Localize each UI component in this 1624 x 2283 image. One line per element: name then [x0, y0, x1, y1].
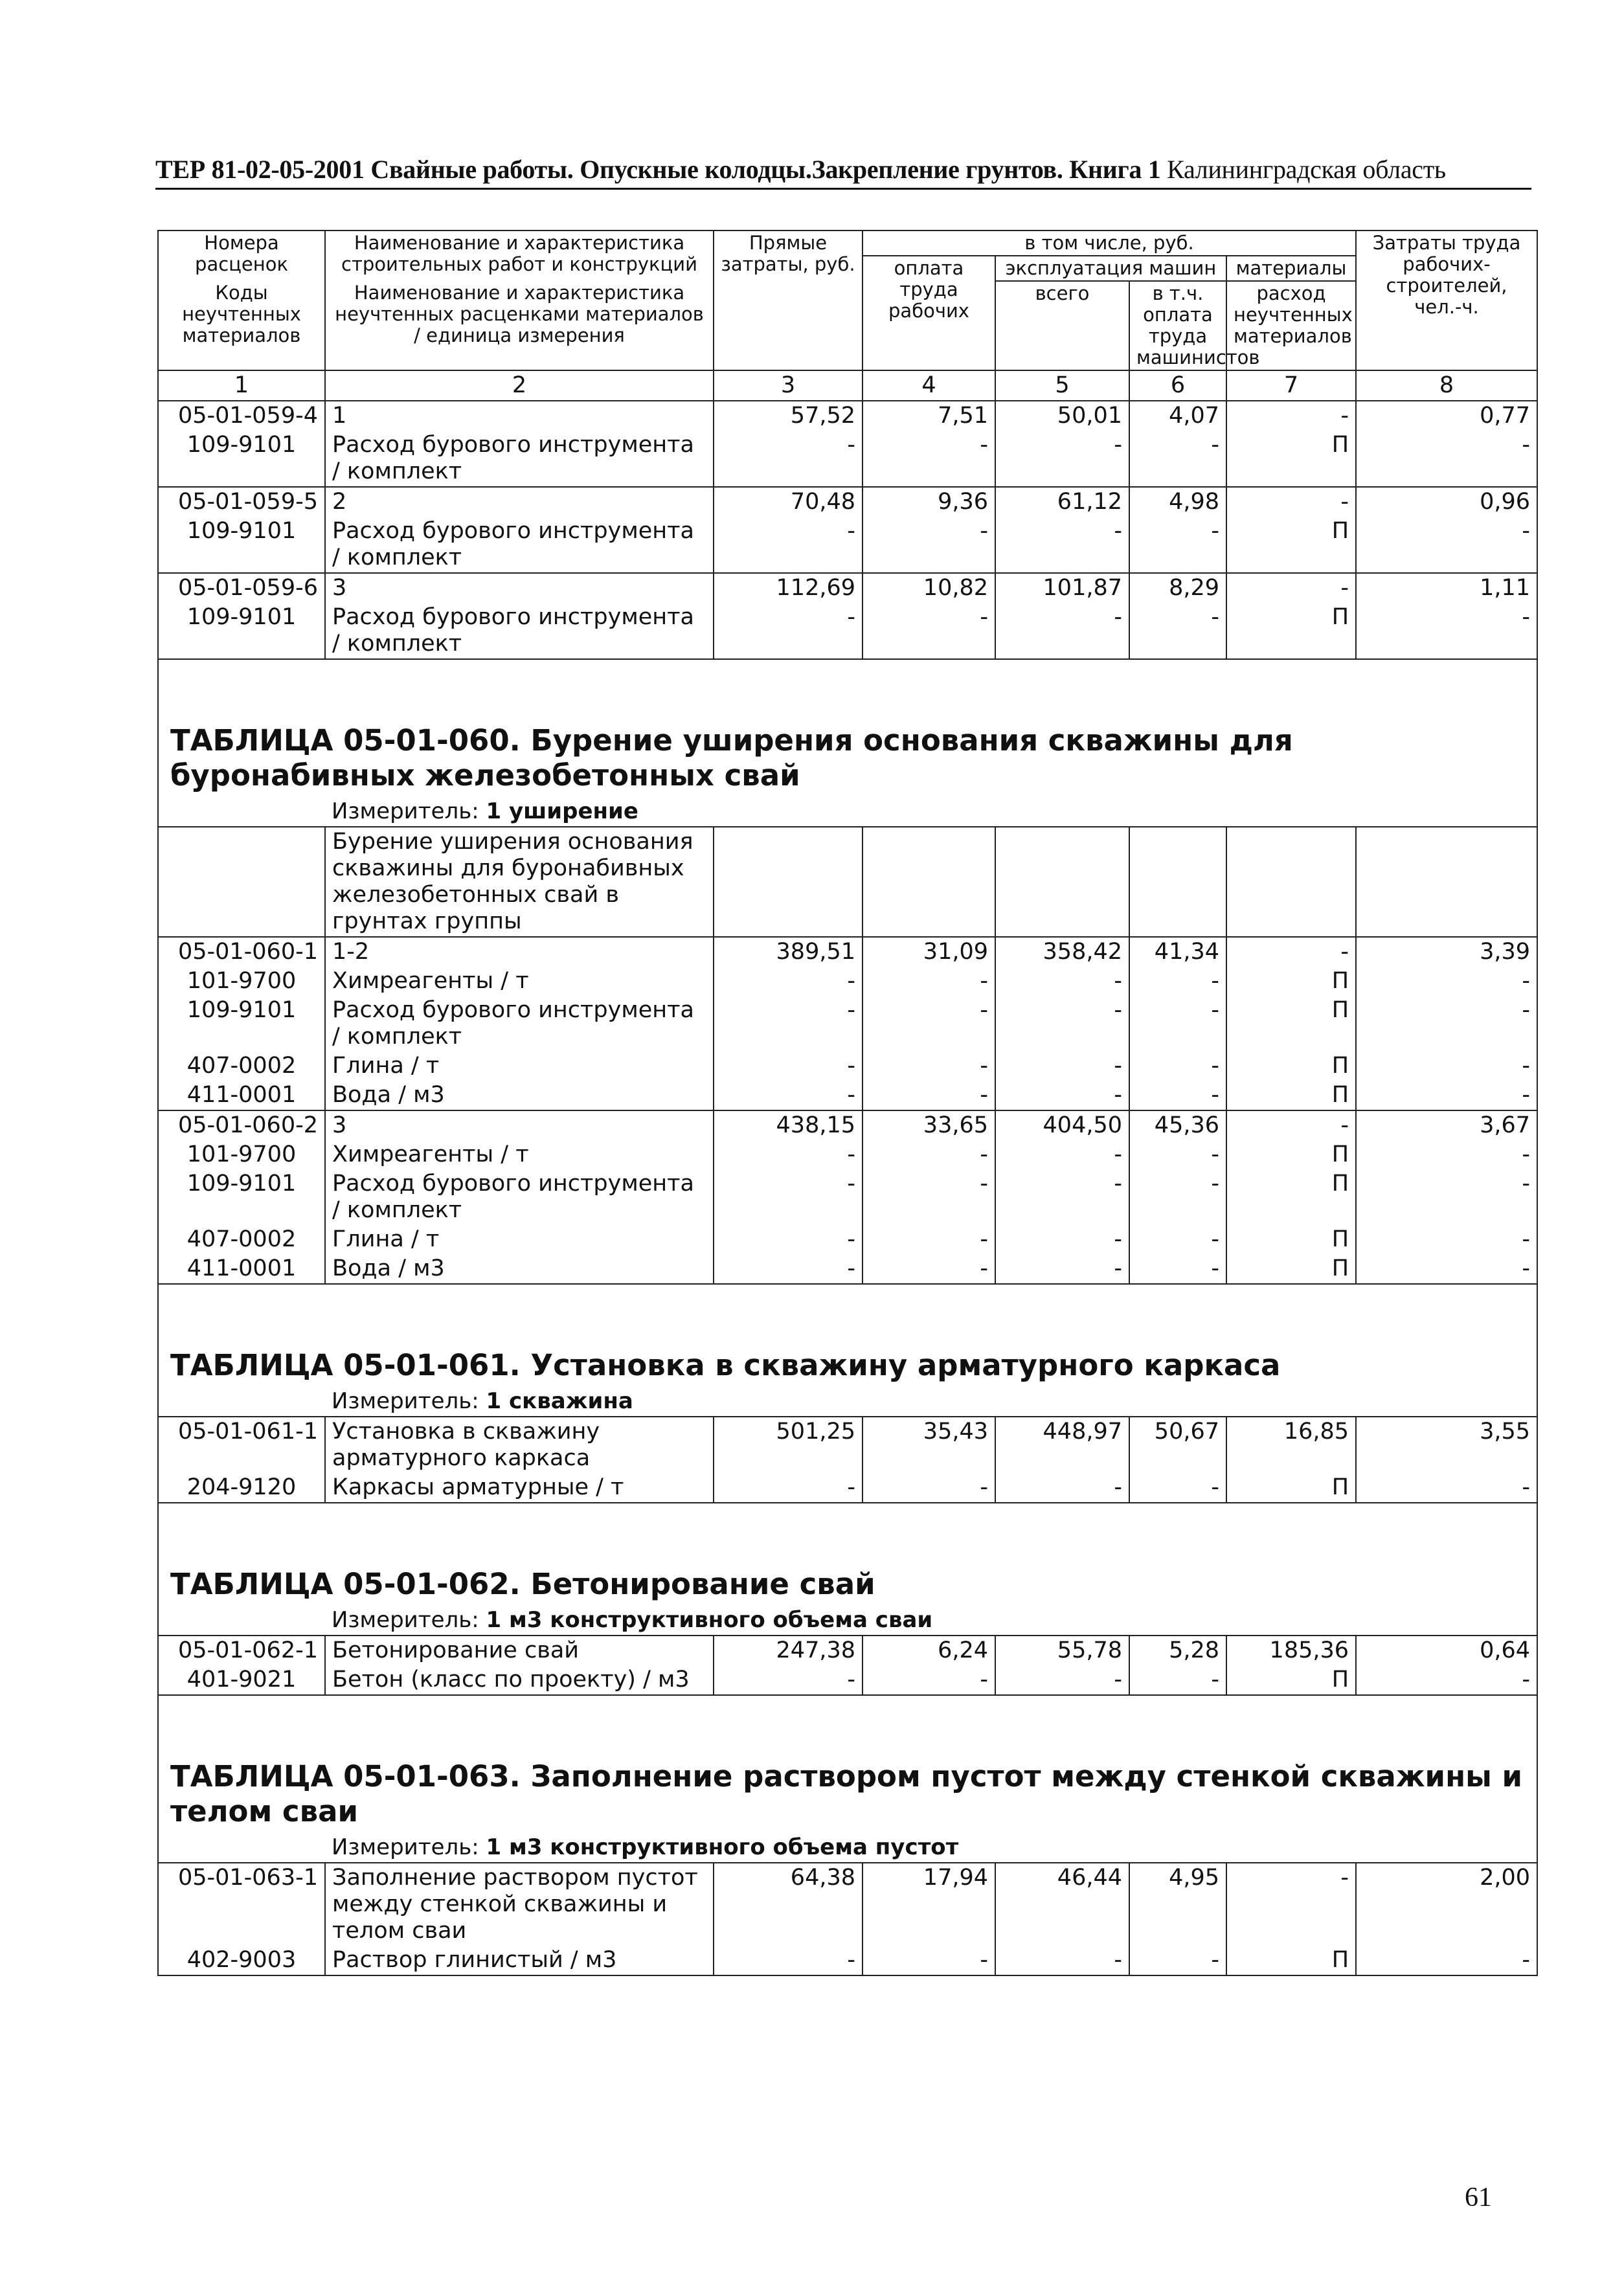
machine-labor-cell: -	[1129, 1473, 1226, 1503]
rate-name: Установка в скважину арматурного каркаса	[325, 1417, 714, 1473]
material-row	[158, 603, 1537, 659]
material-row	[158, 431, 1537, 487]
meter-row	[158, 1606, 1537, 1636]
direct-costs-cell: -	[714, 1946, 863, 1975]
material-name: Химреагенты / т	[325, 967, 714, 996]
rate-name: 2	[325, 487, 714, 517]
table-title-row	[158, 1284, 1537, 1387]
table-title: ТАБЛИЦА 05-01-060. Бурение уширения основания скважины для буронабивных железобетонных свай	[158, 659, 1537, 797]
labor-pay-cell: 31,09	[863, 937, 995, 967]
direct-costs-cell: 389,51	[714, 937, 863, 967]
intro-empty-cell	[1129, 827, 1226, 937]
rate-code: 05-01-063-1	[158, 1863, 325, 1946]
labor-costs-cell: -	[1356, 1254, 1537, 1284]
labor-costs-cell: 0,77	[1356, 401, 1537, 431]
labor-pay-cell: 9,36	[863, 487, 995, 517]
col-machine-total: всего	[995, 281, 1129, 370]
direct-costs-cell: 112,69	[714, 573, 863, 603]
header-title: ТЕР 81-02-05-2001 Свайные работы. Опускные колодцы.Закрепление грунтов. Книга 1	[155, 155, 1161, 184]
meter-value: 1 м3 конструктивного объема пустот	[486, 1834, 959, 1860]
material-row	[158, 1052, 1537, 1081]
machine-total-cell: -	[995, 431, 1129, 487]
direct-costs-cell: -	[714, 1140, 863, 1169]
material-code: 407-0002	[158, 1052, 325, 1081]
direct-costs-cell: 64,38	[714, 1863, 863, 1946]
machine-total-cell: 46,44	[995, 1863, 1129, 1946]
materials-cell: П	[1226, 1254, 1356, 1284]
direct-costs-cell: 70,48	[714, 487, 863, 517]
rate-code: 05-01-059-5	[158, 487, 325, 517]
column-number: 8	[1356, 370, 1537, 401]
machine-total-cell: -	[995, 1473, 1129, 1503]
labor-pay-cell: -	[863, 1473, 995, 1503]
materials-cell: 16,85	[1226, 1417, 1356, 1473]
meter-label: Измеритель:	[332, 1607, 486, 1633]
materials-cell: П	[1226, 431, 1356, 487]
rate-code: 05-01-061-1	[158, 1417, 325, 1473]
materials-cell: П	[1226, 967, 1356, 996]
col-including: в том числе, руб.	[863, 231, 1356, 256]
material-name: Расход бурового инструмента / комплект	[325, 431, 714, 487]
machine-labor-cell: 41,34	[1129, 937, 1226, 967]
col-rate-numbers: Номера расценок	[158, 231, 325, 281]
material-name: Каркасы арматурные / т	[325, 1473, 714, 1503]
intro-empty-cell	[995, 827, 1129, 937]
meter-cell	[325, 1606, 1537, 1636]
labor-pay-cell: 35,43	[863, 1417, 995, 1473]
col-labor-costs: Затраты труда рабочих-строителей, чел.-ч.	[1356, 231, 1537, 370]
material-row	[158, 967, 1537, 996]
labor-costs-cell: -	[1356, 603, 1537, 659]
material-row	[158, 1665, 1537, 1695]
material-code: 411-0001	[158, 1254, 325, 1284]
material-code: 109-9101	[158, 431, 325, 487]
rate-row	[158, 1110, 1537, 1140]
direct-costs-cell: -	[714, 1052, 863, 1081]
labor-pay-cell: -	[863, 517, 995, 573]
material-code: 109-9101	[158, 996, 325, 1052]
labor-pay-cell: 33,65	[863, 1110, 995, 1140]
machine-total-cell: -	[995, 967, 1129, 996]
machine-labor-cell: -	[1129, 1225, 1226, 1254]
material-name: Расход бурового инструмента / комплект	[325, 996, 714, 1052]
col-material-codes: Коды неучтенных материалов	[158, 281, 325, 370]
direct-costs-cell: 501,25	[714, 1417, 863, 1473]
material-row	[158, 1081, 1537, 1110]
intro-empty-cell	[714, 827, 863, 937]
material-name: Раствор глинистый / м3	[325, 1946, 714, 1975]
rates-table-wrapper	[157, 230, 1537, 1976]
labor-costs-cell: -	[1356, 1140, 1537, 1169]
direct-costs-cell: -	[714, 1473, 863, 1503]
machine-labor-cell: -	[1129, 1254, 1226, 1284]
labor-costs-cell: 3,39	[1356, 937, 1537, 967]
material-name: Глина / т	[325, 1225, 714, 1254]
labor-pay-cell: -	[863, 1052, 995, 1081]
intro-code-cell	[158, 827, 325, 937]
machine-total-cell: 101,87	[995, 573, 1129, 603]
machine-labor-cell: 4,98	[1129, 487, 1226, 517]
rate-code: 05-01-059-4	[158, 401, 325, 431]
meter-value: 1 м3 конструктивного объема сваи	[486, 1607, 933, 1633]
material-row	[158, 1169, 1537, 1225]
material-row	[158, 1473, 1537, 1503]
material-code: 109-9101	[158, 603, 325, 659]
material-code: 402-9003	[158, 1946, 325, 1975]
labor-pay-cell: -	[863, 1665, 995, 1695]
machine-total-cell: 358,42	[995, 937, 1129, 967]
meter-cell	[325, 797, 1537, 827]
rates-table	[157, 230, 1538, 1976]
table-title-row	[158, 659, 1537, 797]
materials-cell: -	[1226, 1110, 1356, 1140]
material-code: 109-9101	[158, 517, 325, 573]
material-name: Расход бурового инструмента / комплект	[325, 603, 714, 659]
rate-code: 05-01-059-6	[158, 573, 325, 603]
labor-costs-cell: 3,55	[1356, 1417, 1537, 1473]
materials-cell: П	[1226, 1665, 1356, 1695]
intro-row	[158, 827, 1537, 937]
rates-table-body	[158, 231, 1537, 1975]
machine-total-cell: 55,78	[995, 1636, 1129, 1665]
meter-row	[158, 1833, 1537, 1863]
labor-costs-cell: -	[1356, 517, 1537, 573]
machine-total-cell: -	[995, 1081, 1129, 1110]
direct-costs-cell: -	[714, 967, 863, 996]
labor-costs-cell: 2,00	[1356, 1863, 1537, 1946]
machine-labor-cell: 50,67	[1129, 1417, 1226, 1473]
header-region: Калининградская область	[1167, 155, 1446, 184]
col-direct-costs: Прямые затраты, руб.	[714, 231, 863, 370]
table-title: ТАБЛИЦА 05-01-063. Заполнение раствором пустот между стенкой скважины и телом сваи	[158, 1695, 1537, 1833]
direct-costs-cell: -	[714, 1665, 863, 1695]
labor-costs-cell: -	[1356, 1052, 1537, 1081]
labor-costs-cell: 3,67	[1356, 1110, 1537, 1140]
rate-name: Заполнение раствором пустот между стенкой скважины и телом сваи	[325, 1863, 714, 1946]
meter-value: 1 уширение	[486, 798, 638, 824]
materials-cell: П	[1226, 1473, 1356, 1503]
labor-pay-cell: -	[863, 967, 995, 996]
materials-cell: 185,36	[1226, 1636, 1356, 1665]
column-number: 1	[158, 370, 325, 401]
meter-spacer	[158, 1833, 325, 1863]
labor-costs-cell: 0,64	[1356, 1636, 1537, 1665]
material-row	[158, 517, 1537, 573]
machine-total-cell: 61,12	[995, 487, 1129, 517]
rate-row	[158, 1863, 1537, 1946]
machine-labor-cell: -	[1129, 1946, 1226, 1975]
machine-labor-cell: -	[1129, 517, 1226, 573]
meter-value: 1 скважина	[486, 1388, 633, 1414]
table-title: ТАБЛИЦА 05-01-061. Установка в скважину арматурного каркаса	[158, 1284, 1537, 1387]
labor-costs-cell: -	[1356, 1473, 1537, 1503]
machine-labor-cell: 5,28	[1129, 1636, 1226, 1665]
table-title-row	[158, 1503, 1537, 1606]
column-number: 5	[995, 370, 1129, 401]
material-code: 204-9120	[158, 1473, 325, 1503]
direct-costs-cell: 247,38	[714, 1636, 863, 1665]
materials-cell: П	[1226, 996, 1356, 1052]
meter-row	[158, 1387, 1537, 1417]
intro-empty-cell	[1356, 827, 1537, 937]
rate-row	[158, 937, 1537, 967]
page-number: 61	[1465, 2183, 1492, 2212]
intro-empty-cell	[1226, 827, 1356, 937]
labor-costs-cell: -	[1356, 996, 1537, 1052]
machine-total-cell: -	[995, 1169, 1129, 1225]
material-name: Вода / м3	[325, 1254, 714, 1284]
labor-costs-cell: 1,11	[1356, 573, 1537, 603]
column-number: 6	[1129, 370, 1226, 401]
machine-labor-cell: -	[1129, 1081, 1226, 1110]
machine-labor-cell: -	[1129, 431, 1226, 487]
material-code: 101-9700	[158, 967, 325, 996]
direct-costs-cell: -	[714, 996, 863, 1052]
machine-labor-cell: -	[1129, 967, 1226, 996]
labor-pay-cell: 6,24	[863, 1636, 995, 1665]
rate-code: 05-01-060-2	[158, 1110, 325, 1140]
intro-empty-cell	[863, 827, 995, 937]
material-name: Химреагенты / т	[325, 1140, 714, 1169]
meter-spacer	[158, 1387, 325, 1417]
materials-cell: -	[1226, 487, 1356, 517]
machine-labor-cell: -	[1129, 1052, 1226, 1081]
direct-costs-cell: -	[714, 1254, 863, 1284]
direct-costs-cell: -	[714, 603, 863, 659]
labor-costs-cell: -	[1356, 967, 1537, 996]
meter-spacer	[158, 1606, 325, 1636]
labor-costs-cell: -	[1356, 1081, 1537, 1110]
material-code: 407-0002	[158, 1225, 325, 1254]
labor-costs-cell: 0,96	[1356, 487, 1537, 517]
column-number-row	[158, 370, 1537, 401]
labor-pay-cell: -	[863, 1169, 995, 1225]
materials-cell: П	[1226, 603, 1356, 659]
rate-row	[158, 573, 1537, 603]
machine-total-cell: -	[995, 1665, 1129, 1695]
header-row-1	[158, 231, 1537, 256]
labor-pay-cell: 17,94	[863, 1863, 995, 1946]
labor-pay-cell: -	[863, 1225, 995, 1254]
material-name: Бетон (класс по проекту) / м3	[325, 1665, 714, 1695]
machine-total-cell: -	[995, 1225, 1129, 1254]
materials-cell: -	[1226, 1863, 1356, 1946]
rate-name: 1	[325, 401, 714, 431]
rate-code: 05-01-060-1	[158, 937, 325, 967]
direct-costs-cell: -	[714, 431, 863, 487]
meter-cell	[325, 1387, 1537, 1417]
column-number: 2	[325, 370, 714, 401]
col-material-desc: Наименование и характеристика неучтенных расценками материалов / единица измерения	[325, 281, 714, 370]
labor-costs-cell: -	[1356, 431, 1537, 487]
labor-pay-cell: -	[863, 603, 995, 659]
materials-cell: -	[1226, 937, 1356, 967]
machine-total-cell: -	[995, 517, 1129, 573]
material-row	[158, 1225, 1537, 1254]
machine-total-cell: -	[995, 603, 1129, 659]
meter-label: Измеритель:	[332, 1834, 486, 1860]
direct-costs-cell: -	[714, 1081, 863, 1110]
direct-costs-cell: -	[714, 517, 863, 573]
material-code: 401-9021	[158, 1665, 325, 1695]
rate-name: Бетонирование свай	[325, 1636, 714, 1665]
machine-labor-cell: -	[1129, 1665, 1226, 1695]
labor-pay-cell: 10,82	[863, 573, 995, 603]
page-header	[155, 154, 1531, 185]
rate-name: 3	[325, 1110, 714, 1140]
labor-pay-cell: -	[863, 1946, 995, 1975]
rate-code: 05-01-062-1	[158, 1636, 325, 1665]
col-unaccounted: расход неучтенных материалов	[1226, 281, 1356, 370]
material-row	[158, 1254, 1537, 1284]
material-name: Расход бурового инструмента / комплект	[325, 1169, 714, 1225]
direct-costs-cell: -	[714, 1225, 863, 1254]
materials-cell: П	[1226, 1169, 1356, 1225]
materials-cell: П	[1226, 1052, 1356, 1081]
labor-costs-cell: -	[1356, 1225, 1537, 1254]
intro-text: Бурение уширения основания скважины для буронабивных железобетонных свай в грунтах группы	[325, 827, 714, 937]
machine-labor-cell: -	[1129, 1169, 1226, 1225]
meter-spacer	[158, 797, 325, 827]
machine-labor-cell: -	[1129, 996, 1226, 1052]
machine-total-cell: -	[995, 1140, 1129, 1169]
table-title: ТАБЛИЦА 05-01-062. Бетонирование свай	[158, 1503, 1537, 1606]
material-code: 109-9101	[158, 1169, 325, 1225]
labor-pay-cell: -	[863, 996, 995, 1052]
material-code: 411-0001	[158, 1081, 325, 1110]
col-name-desc: Наименование и характеристика строительных работ и конструкций	[325, 231, 714, 281]
labor-pay-cell: -	[863, 431, 995, 487]
direct-costs-cell: 438,15	[714, 1110, 863, 1140]
meter-cell	[325, 1833, 1537, 1863]
material-name: Глина / т	[325, 1052, 714, 1081]
header-rule	[155, 188, 1531, 190]
meter-label: Измеритель:	[332, 798, 486, 824]
machine-total-cell: -	[995, 996, 1129, 1052]
materials-cell: П	[1226, 1081, 1356, 1110]
column-number: 3	[714, 370, 863, 401]
direct-costs-cell: -	[714, 1169, 863, 1225]
materials-cell: П	[1226, 1225, 1356, 1254]
labor-pay-cell: -	[863, 1081, 995, 1110]
rate-name: 1-2	[325, 937, 714, 967]
material-name: Расход бурового инструмента / комплект	[325, 517, 714, 573]
machine-labor-cell: 4,07	[1129, 401, 1226, 431]
machine-total-cell: -	[995, 1052, 1129, 1081]
rate-row	[158, 1636, 1537, 1665]
machine-total-cell: 448,97	[995, 1417, 1129, 1473]
labor-costs-cell: -	[1356, 1169, 1537, 1225]
materials-cell: -	[1226, 573, 1356, 603]
rate-name: 3	[325, 573, 714, 603]
table-title-row	[158, 1695, 1537, 1833]
materials-cell: П	[1226, 1946, 1356, 1975]
material-code: 101-9700	[158, 1140, 325, 1169]
col-labor-pay: оплата труда рабочих	[863, 256, 995, 370]
col-machine-op: эксплуатация машин	[995, 256, 1226, 281]
machine-total-cell: -	[995, 1946, 1129, 1975]
materials-cell: П	[1226, 517, 1356, 573]
col-machine-labor: в т.ч. оплата труда машинистов	[1129, 281, 1226, 370]
machine-total-cell: 404,50	[995, 1110, 1129, 1140]
material-name: Вода / м3	[325, 1081, 714, 1110]
machine-total-cell: -	[995, 1254, 1129, 1284]
labor-pay-cell: -	[863, 1140, 995, 1169]
labor-pay-cell: -	[863, 1254, 995, 1284]
material-row	[158, 996, 1537, 1052]
material-row	[158, 1140, 1537, 1169]
machine-labor-cell: 8,29	[1129, 573, 1226, 603]
machine-labor-cell: -	[1129, 603, 1226, 659]
machine-labor-cell: 4,95	[1129, 1863, 1226, 1946]
material-row	[158, 1946, 1537, 1975]
meter-label: Измеритель:	[332, 1388, 486, 1414]
labor-pay-cell: 7,51	[863, 401, 995, 431]
column-number: 4	[863, 370, 995, 401]
materials-cell: -	[1226, 401, 1356, 431]
column-number: 7	[1226, 370, 1356, 401]
labor-costs-cell: -	[1356, 1946, 1537, 1975]
machine-total-cell: 50,01	[995, 401, 1129, 431]
materials-cell: П	[1226, 1140, 1356, 1169]
col-materials: материалы	[1226, 256, 1356, 281]
direct-costs-cell: 57,52	[714, 401, 863, 431]
rate-row	[158, 401, 1537, 431]
labor-costs-cell: -	[1356, 1665, 1537, 1695]
rate-row	[158, 487, 1537, 517]
machine-labor-cell: -	[1129, 1140, 1226, 1169]
meter-row	[158, 797, 1537, 827]
machine-labor-cell: 45,36	[1129, 1110, 1226, 1140]
rate-row	[158, 1417, 1537, 1473]
